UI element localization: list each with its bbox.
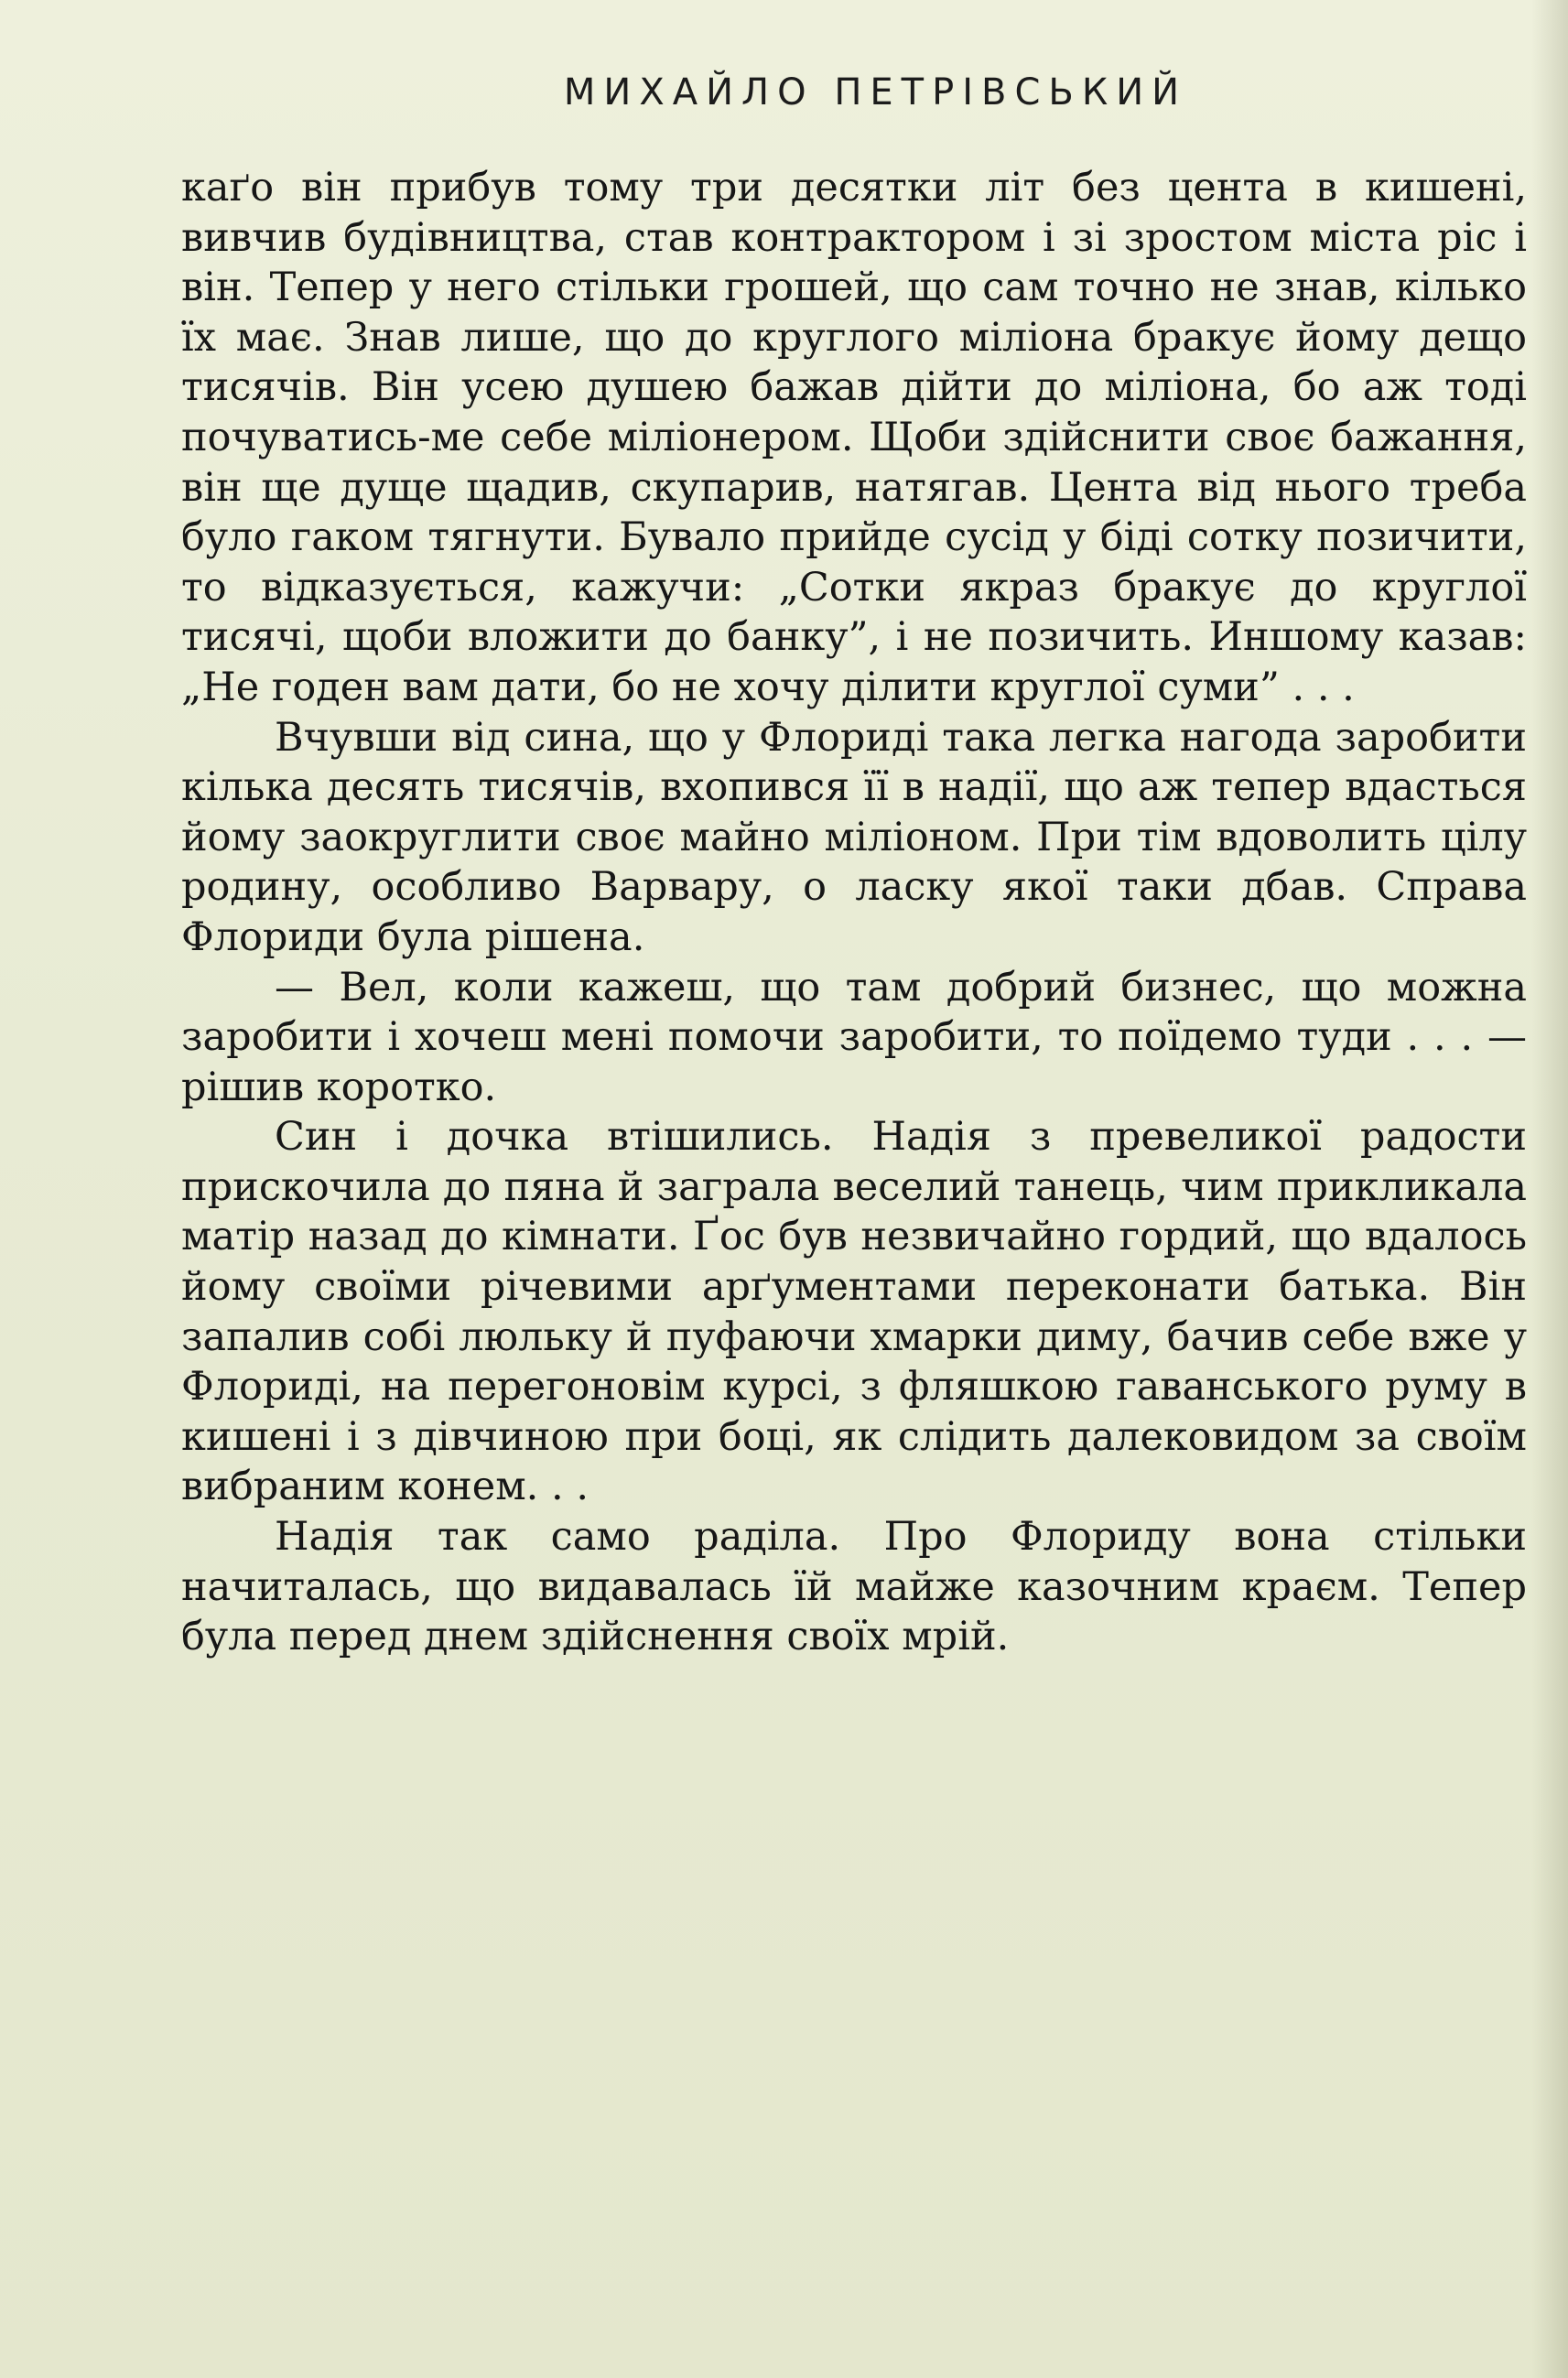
running-header-author: МИХАЙЛО ПЕТРІВСЬКИЙ xyxy=(563,71,1188,113)
body-text xyxy=(181,163,1527,1662)
paragraph: Син і дочка втішились. Надія з превеликої радости прискочила до пяна й заграла веселий танець, чим прикликала матір назад до кімнати. Ґос був незвичайно гордий, що вдалось йому своїми річевими арґументами переконати батька. Він запалив собі люльку й пуфаючи хмарки диму, бачив себе вже у Флориді, на перегоновім курсі, з фляшкою гаванського руму в кишені і з дівчиною при боці, як слідить далековидом за своїм вибраним конем. . . xyxy=(181,1114,1527,1510)
paragraph-continued: каґо він прибув тому три десятки літ без цента в кишені, вивчив будівництва, став контрактором і зі зростом міста ріс і він. Тепер у него стільки грошей, що сам точно не знав, кілько їх має. Знав лише, що до круглого міліона бракує йому дещо тисячів. Він усею душею бажав дійти до міліона, бо аж тоді почуватись-ме себе міліонером. Щоби здійснити своє бажання, він ще дуще щадив, скупарив, натягав. Цента від нього треба було гаком тягнути. Бувало прийде сусід у біді сотку позичити, то відказується, кажучи: „Сотки якраз бракує до круглої тисячі, щоби вложити до банку”, і не позичить. Иншому казав: „Не годен вам дати, бо не хочу ділити круглої суми” . . . xyxy=(181,165,1527,710)
paragraph: Надія так само раділа. Про Флориду вона стільки начиталась, що видавалась їй майже казочним краєм. Тепер була перед днем здійснення своїх мрій. xyxy=(181,1514,1527,1660)
paragraph-dialogue: — Вел, коли кажеш, що там добрий бизнес, що можна заробити і хочеш мені помочи заробити, то поїдемо туди . . . — рішив коротко. xyxy=(181,964,1527,1110)
paragraph: Вчувши від сина, що у Флориді така легка нагода заробити кілька десять тисячів, вхопився її в надії, що аж тепер вдасться йому заокруглити своє майно міліоном. При тім вдоволить цілу родину, особливо Варвару, о ласку якої таки дбав. Справа Флориди була рішена. xyxy=(181,714,1527,960)
page-edge-shadow xyxy=(1531,0,1568,2378)
